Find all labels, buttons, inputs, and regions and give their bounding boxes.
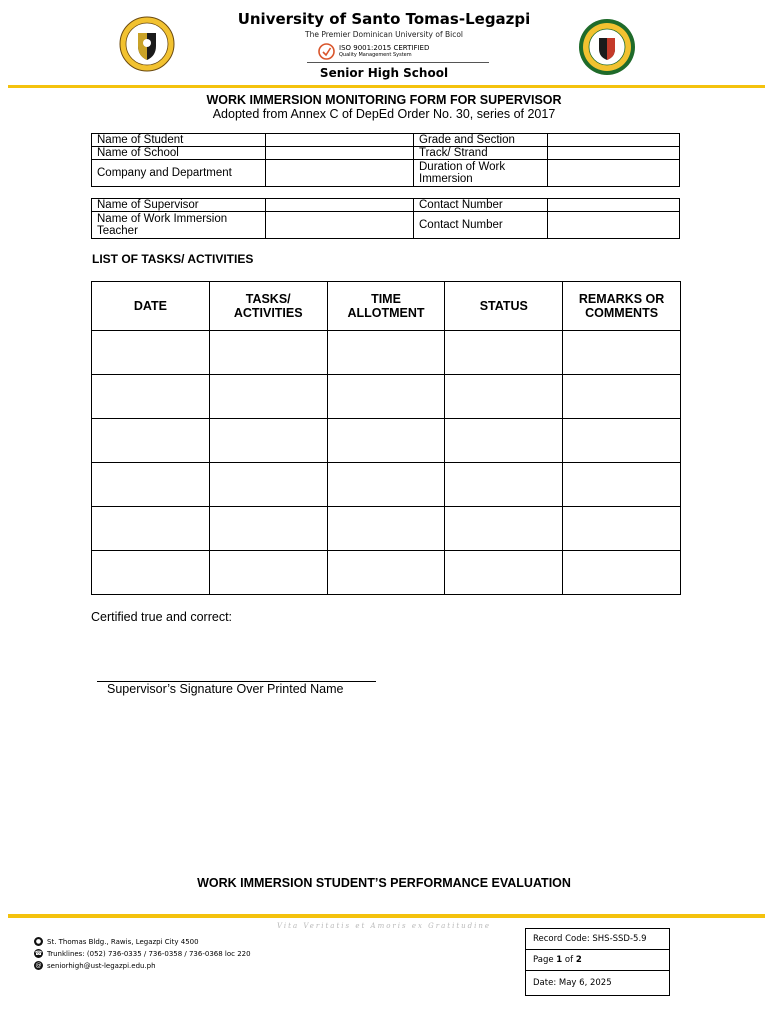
footer-trunklines-text: Trunklines: (052) 736-0335 / 736-0358 / 736-0368 loc 220 [47, 949, 251, 958]
table-row [92, 331, 681, 375]
form-title: WORK IMMERSION MONITORING FORM FOR SUPERVISOR [206, 93, 562, 107]
school-unit: Senior High School [319, 66, 449, 80]
cell-status[interactable] [445, 551, 563, 595]
cell-remarks[interactable] [563, 507, 681, 551]
supervisor-info-table [91, 198, 680, 239]
cell-date[interactable] [92, 551, 210, 595]
column-header-tasks-activities: TASKS/ ACTIVITIES [209, 282, 327, 331]
cell-tasks-activities[interactable] [209, 419, 327, 463]
tasks-section-title: LIST OF TASKS/ ACTIVITIES [92, 252, 254, 266]
cell-status[interactable] [445, 463, 563, 507]
iso-certification [318, 41, 429, 61]
cell-date[interactable] [92, 463, 210, 507]
tasks-table [91, 281, 681, 595]
cell-date[interactable] [92, 419, 210, 463]
university-name: University of Santo Tomas-Legazpi [237, 10, 531, 28]
iso-system-text: Quality Management System [339, 52, 412, 58]
field-name-of-supervisor[interactable] [266, 199, 414, 212]
label-company-and-department: Company and Department [92, 160, 266, 187]
column-header-date: DATE [92, 282, 210, 331]
certification-text: Certified true and correct: [91, 610, 233, 624]
cell-date[interactable] [92, 507, 210, 551]
record-date: Date: May 6, 2025 [526, 971, 670, 996]
footer-email-text: seniorhigh@ust-legazpi.edu.ph [47, 961, 156, 970]
page-prefix: Page [533, 955, 557, 965]
university-tagline: The Premier Dominican University of Bicol [304, 30, 464, 39]
field-track-strand[interactable] [548, 147, 680, 160]
cell-date[interactable] [92, 331, 210, 375]
field-name-of-student[interactable] [266, 134, 414, 147]
column-header-status: STATUS [445, 282, 563, 331]
field-teacher-contact-number[interactable] [548, 212, 680, 239]
footer-address-text: St. Thomas Bldg., Rawis, Legazpi City 4500 [47, 937, 199, 946]
field-grade-and-section[interactable] [548, 134, 680, 147]
field-duration-of-work-immersion[interactable] [548, 160, 680, 187]
cell-tasks-activities[interactable] [209, 507, 327, 551]
record-info-table [525, 928, 670, 996]
label-name-of-student: Name of Student [92, 134, 266, 147]
table-row [92, 463, 681, 507]
phone-icon: ☎ [34, 950, 43, 957]
cell-remarks[interactable] [563, 331, 681, 375]
cell-status[interactable] [445, 419, 563, 463]
label-name-of-school: Name of School [92, 147, 266, 160]
cell-tasks-activities[interactable] [209, 375, 327, 419]
footer-email [34, 961, 156, 970]
label-grade-and-section: Grade and Section [414, 134, 548, 147]
cell-status[interactable] [445, 331, 563, 375]
senior-high-school-seal-logo [578, 18, 636, 76]
footer-address [34, 937, 199, 946]
email-icon: @ [35, 962, 42, 969]
cell-tasks-activities[interactable] [209, 463, 327, 507]
location-pin-icon: ● [35, 938, 42, 945]
field-supervisor-contact-number[interactable] [548, 199, 680, 212]
cell-time-allotment[interactable] [327, 507, 445, 551]
ust-legazpi-seal-logo [119, 16, 175, 72]
header-accent-bar [8, 85, 765, 88]
form-subtitle: Adopted from Annex C of DepEd Order No. 30, series of 2017 [212, 107, 556, 121]
iso-badge-icon [318, 43, 335, 60]
field-name-of-school[interactable] [266, 147, 414, 160]
column-header-time-allotment: TIME ALLOTMENT [327, 282, 445, 331]
cell-remarks[interactable] [563, 463, 681, 507]
cell-time-allotment[interactable] [327, 419, 445, 463]
column-header-remarks: REMARKS OR COMMENTS [563, 282, 681, 331]
cell-status[interactable] [445, 375, 563, 419]
cell-remarks[interactable] [563, 375, 681, 419]
cell-time-allotment[interactable] [327, 463, 445, 507]
label-contact-number-2: Contact Number [414, 212, 548, 239]
footer-motto: Vita Veritatis et Amoris ex Gratitudine [276, 922, 492, 930]
cell-time-allotment[interactable] [327, 551, 445, 595]
field-company-and-department[interactable] [266, 160, 414, 187]
cell-remarks[interactable] [563, 551, 681, 595]
table-row [92, 419, 681, 463]
header-rule [307, 62, 489, 63]
cell-tasks-activities[interactable] [209, 551, 327, 595]
page-total: 2 [575, 955, 582, 965]
footer-accent-bar [8, 914, 765, 918]
label-track-strand: Track/ Strand [414, 147, 548, 160]
iso-certified-text: ISO 9001:2015 CERTIFIED [339, 44, 430, 52]
label-name-of-supervisor: Name of Supervisor [92, 199, 266, 212]
next-section-title: WORK IMMERSION STUDENT’S PERFORMANCE EVALUATION [197, 876, 571, 890]
label-name-of-teacher: Name of Work Immersion Teacher [92, 212, 266, 239]
footer-trunklines [34, 949, 251, 958]
signature-label: Supervisor’s Signature Over Printed Name [107, 682, 344, 696]
table-row [92, 551, 681, 595]
cell-tasks-activities[interactable] [209, 331, 327, 375]
label-contact-number: Contact Number [414, 199, 548, 212]
cell-date[interactable] [92, 375, 210, 419]
page-current: 1 [556, 955, 563, 965]
cell-time-allotment[interactable] [327, 375, 445, 419]
page-of: of [562, 955, 576, 965]
record-code: Record Code: SHS-SSD-5.9 [526, 929, 670, 950]
page-number [526, 950, 670, 971]
cell-time-allotment[interactable] [327, 331, 445, 375]
label-duration-of-work-immersion: Duration of Work Immersion [414, 160, 548, 187]
student-info-table [91, 133, 680, 187]
field-name-of-teacher[interactable] [266, 212, 414, 239]
cell-remarks[interactable] [563, 419, 681, 463]
cell-status[interactable] [445, 507, 563, 551]
table-row [92, 375, 681, 419]
table-row [92, 507, 681, 551]
